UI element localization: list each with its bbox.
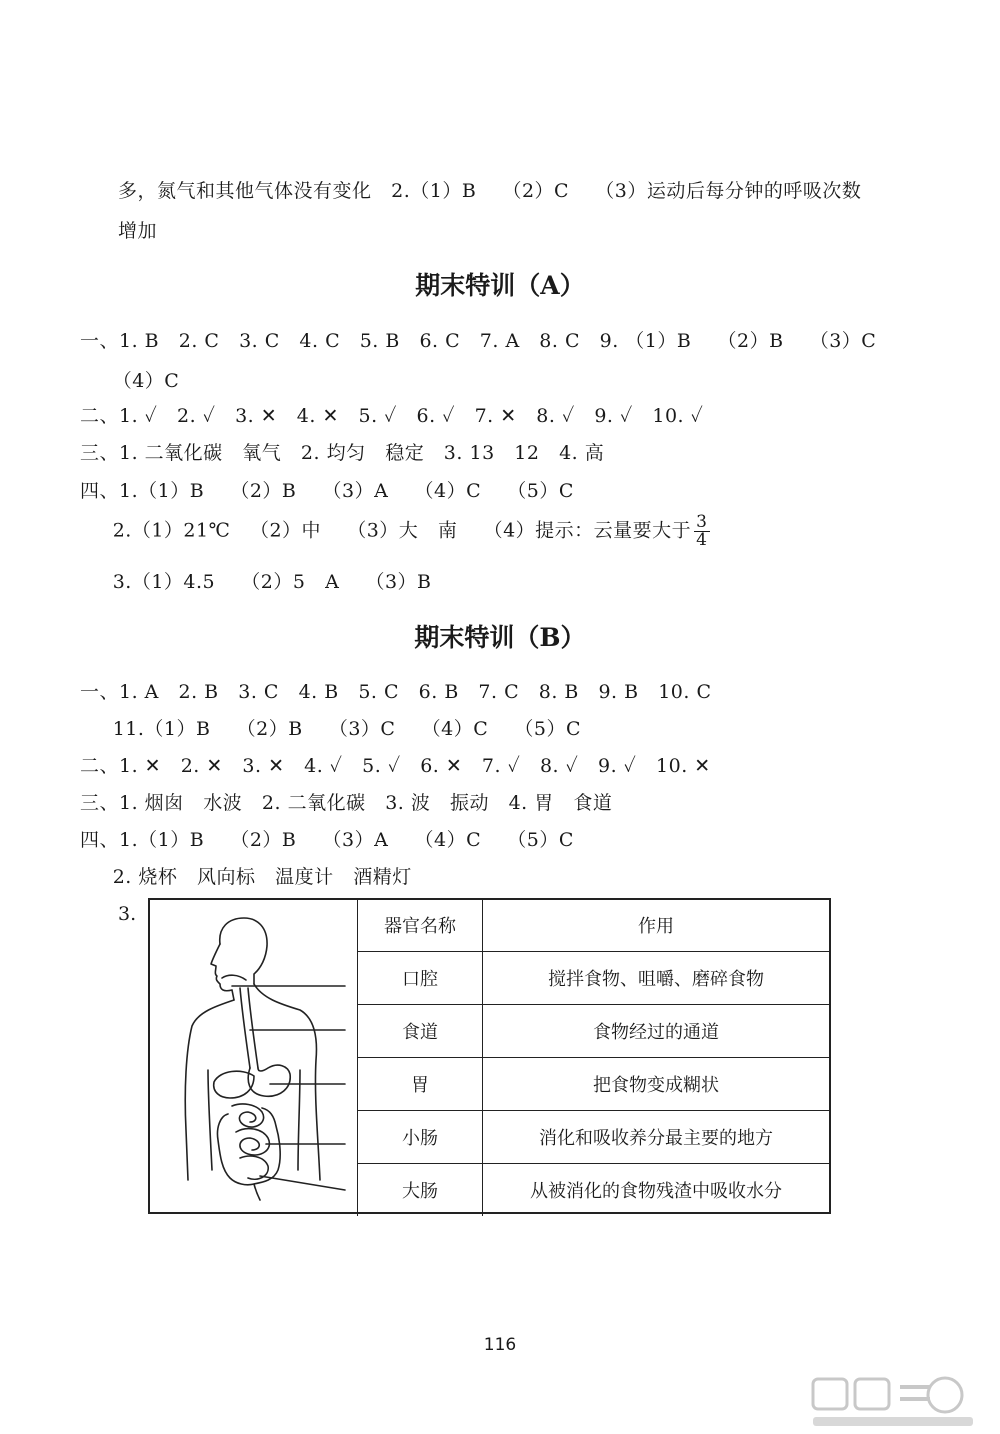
section-a-title: 期末特训（A） bbox=[415, 271, 585, 300]
table-header-row bbox=[358, 899, 830, 952]
question-3-label: 3. bbox=[118, 903, 137, 925]
section-a-line-5: 四、1.（1）B （2）B （3）A （4）C （5）C bbox=[80, 480, 574, 502]
organ-function-table bbox=[357, 899, 829, 1216]
table-row bbox=[358, 1005, 830, 1058]
organ-name-cell: 大肠 bbox=[358, 1164, 483, 1217]
intro-line-2: 增加 bbox=[118, 220, 158, 242]
header-organ-name: 器官名称 bbox=[358, 899, 483, 952]
section-b-line-1: 一、1. A 2. B 3. C 4. B 5. C 6. B 7. C 8. B 9. B 10. C bbox=[80, 681, 712, 703]
section-a-line-3: 二、1. ✓ 2. ✓ 3. ✕ 4. ✕ 5. ✓ 6. ✓ 7. ✕ 8. ✓ 9. ✓ 10. ✓ bbox=[80, 405, 704, 427]
function-cell: 从被消化的食物残渣中吸收水分 bbox=[483, 1164, 830, 1217]
section-a-q3: 3.（1）4.5 （2）5 A （3）B bbox=[80, 571, 432, 593]
header-function: 作用 bbox=[483, 899, 830, 952]
table-row bbox=[358, 1058, 830, 1111]
function-cell: 消化和吸收养分最主要的地方 bbox=[483, 1111, 830, 1164]
fraction-denominator: 4 bbox=[696, 530, 708, 550]
intro-line-1: 多，氮气和其他气体没有变化 2.（1）B （2）C （3）运动后每分钟的呼吸次数 bbox=[118, 180, 862, 202]
digestive-system-diagram bbox=[150, 900, 355, 1212]
section-b-line-4: 三、1. 烟囱 水波 2. 二氧化碳 3. 波 振动 4. 胃 食道 bbox=[80, 792, 613, 814]
organ-name-cell: 胃 bbox=[358, 1058, 483, 1111]
section-b-line-2: 11.（1）B （2）B （3）C （4）C （5）C bbox=[80, 718, 582, 740]
section-b-line-5: 四、1.（1）B （2）B （3）A （4）C （5）C bbox=[80, 829, 574, 851]
watermark-logo-icon bbox=[805, 1375, 980, 1430]
section-a-q2-text: 2.（1）21℃ （2）中 （3）大 南 （4）提示：云量要大于 bbox=[80, 519, 692, 542]
section-a-line-2: （4）C bbox=[80, 370, 180, 392]
section-b-line-6: 2. 烧杯 风向标 温度计 酒精灯 bbox=[80, 866, 412, 888]
function-cell: 食物经过的通道 bbox=[483, 1005, 830, 1058]
section-a-q2 bbox=[80, 514, 710, 549]
fraction-numerator: 3 bbox=[696, 512, 708, 532]
organ-name-cell: 口腔 bbox=[358, 952, 483, 1005]
function-cell: 把食物变成糊状 bbox=[483, 1058, 830, 1111]
table-row bbox=[358, 952, 830, 1005]
table-row bbox=[358, 1111, 830, 1164]
function-cell: 搅拌食物、咀嚼、磨碎食物 bbox=[483, 952, 830, 1005]
organ-name-cell: 小肠 bbox=[358, 1111, 483, 1164]
section-b-line-3: 二、1. ✕ 2. ✕ 3. ✕ 4. ✓ 5. ✓ 6. ✕ 7. ✓ 8. ✓ 9. ✓ 10. ✕ bbox=[80, 755, 711, 777]
section-b-title: 期末特训（B） bbox=[414, 623, 586, 652]
organ-name-cell: 食道 bbox=[358, 1005, 483, 1058]
section-a-line-4: 三、1. 二氧化碳 氧气 2. 均匀 稳定 3. 13 12 4. 高 bbox=[80, 442, 605, 464]
fraction bbox=[694, 514, 709, 549]
page-number: 116 bbox=[483, 1335, 517, 1355]
section-a-line-1: 一、1. B 2. C 3. C 4. C 5. B 6. C 7. A 8. C 9. （1）B （2）B （3）C bbox=[80, 330, 877, 352]
table-row bbox=[358, 1164, 830, 1217]
